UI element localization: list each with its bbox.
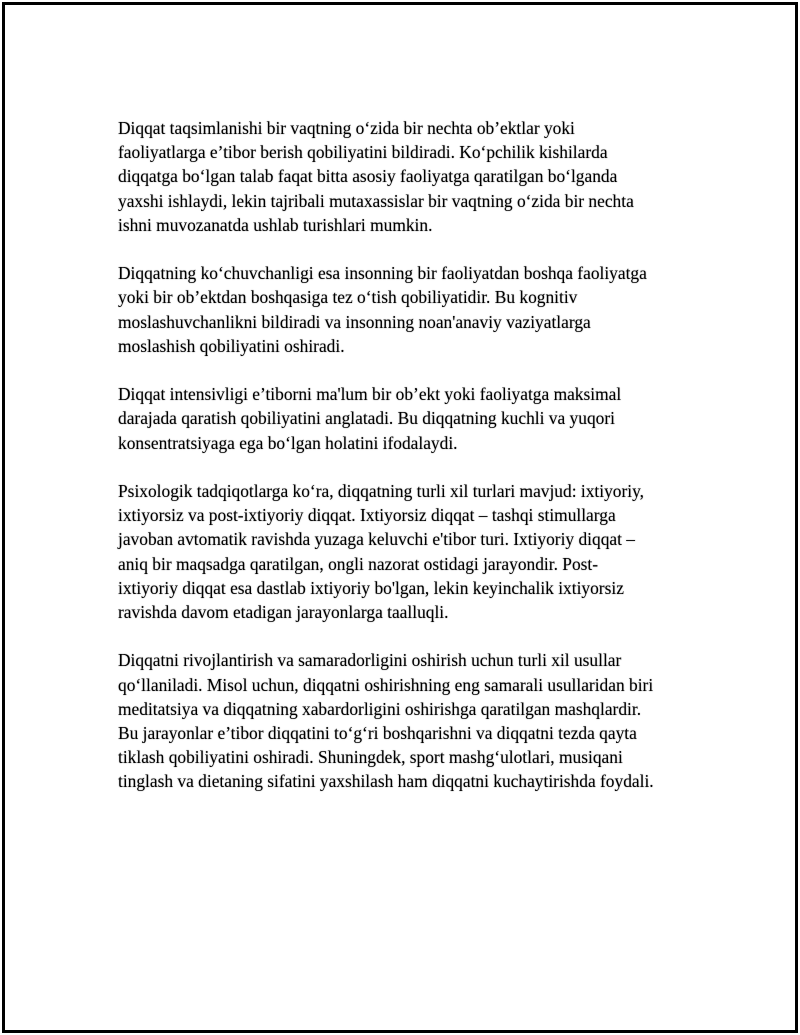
text-line: faoliyatlarga e’tibor berish qobiliyatini bildiradi. Ko‘pchilik kishilarda	[118, 142, 608, 163]
text-line: meditatsiya va diqqatning xabardorligini oshirishga qaratilgan mashqlardir.	[118, 698, 642, 719]
text-line: ixtiyoriy diqqat esa dastlab ixtiyoriy bo'lgan, lekin keyinchalik ixtiyorsiz	[118, 577, 624, 598]
text-line: moslashuvchanlikni bildiradi va insonning noan'anaviy vaziyatlarga	[118, 311, 591, 332]
text-line: ixtiyorsiz va post-ixtiyoriy diqqat. Ixtiyorsiz diqqat – tashqi stimullarga	[118, 505, 616, 526]
paragraph-development	[118, 648, 698, 793]
text-line: Diqqat intensivligi e’tiborni ma'lum bir ob’ekt yoki faoliyatga maksimal	[118, 384, 622, 405]
text-line: Bu jarayonlar e’tibor diqqatini to‘g‘ri boshqarishni va diqqatni tezda qayta	[118, 723, 637, 744]
text-line: ishni muvozanatda ushlab turishlari mumkin.	[118, 214, 433, 235]
paragraph-intensity	[118, 382, 698, 455]
text-line: moslashish qobiliyatini oshiradi.	[118, 335, 345, 356]
text-line: javoban avtomatik ravishda yuzaga keluvchi e'tibor turi. Ixtiyoriy diqqat –	[118, 529, 635, 550]
text-line: tinglash va dietaning sifatini yaxshilash ham diqqatni kuchaytirishda foydali.	[118, 771, 654, 792]
text-line: diqqatga bo‘lgan talab faqat bitta asosiy faoliyatga qaratilgan bo‘lganda	[118, 166, 618, 187]
paragraph-distribution	[118, 116, 698, 237]
text-line: Diqqat taqsimlanishi bir vaqtning o‘zida bir nechta ob’ektlar yoki	[118, 118, 575, 138]
paragraph-switching	[118, 261, 698, 358]
text-line: yoki bir ob’ektdan boshqasiga tez o‘tish qobiliyatidir. Bu kognitiv	[118, 287, 578, 308]
text-line: darajada qaratish qobiliyatini anglatadi. Bu diqqatning kuchli va yuqori	[118, 408, 615, 429]
text-line: Diqqatni rivojlantirish va samaradorligini oshirish uchun turli xil usullar	[118, 650, 622, 671]
text-line: yaxshi ishlaydi, lekin tajribali mutaxassislar bir vaqtning o‘zida bir nechta	[118, 190, 634, 211]
text-line: konsentratsiyaga ega bo‘lgan holatini ifodalaydi.	[118, 432, 458, 453]
text-line: tiklash qobiliyatini oshiradi. Shuningdek, sport mashg‘ulotlari, musiqani	[118, 747, 623, 768]
text-line: ravishda davom etadigan jarayonlarga taalluqli.	[118, 602, 449, 623]
text-line: qo‘llaniladi. Misol uchun, diqqatni oshirishning eng samarali usullaridan biri	[118, 674, 654, 695]
document-body	[118, 116, 698, 818]
text-line: aniq bir maqsadga qaratilgan, ongli nazorat ostidagi jarayondir. Post-	[118, 553, 599, 574]
paragraph-types	[118, 479, 698, 624]
text-line: Psixologik tadqiqotlarga ko‘ra, diqqatning turli xil turlari mavjud: ixtiyoriy,	[118, 481, 644, 501]
text-line: Diqqatning ko‘chuvchanligi esa insonning bir faoliyatdan boshqa faoliyatga	[118, 263, 647, 284]
